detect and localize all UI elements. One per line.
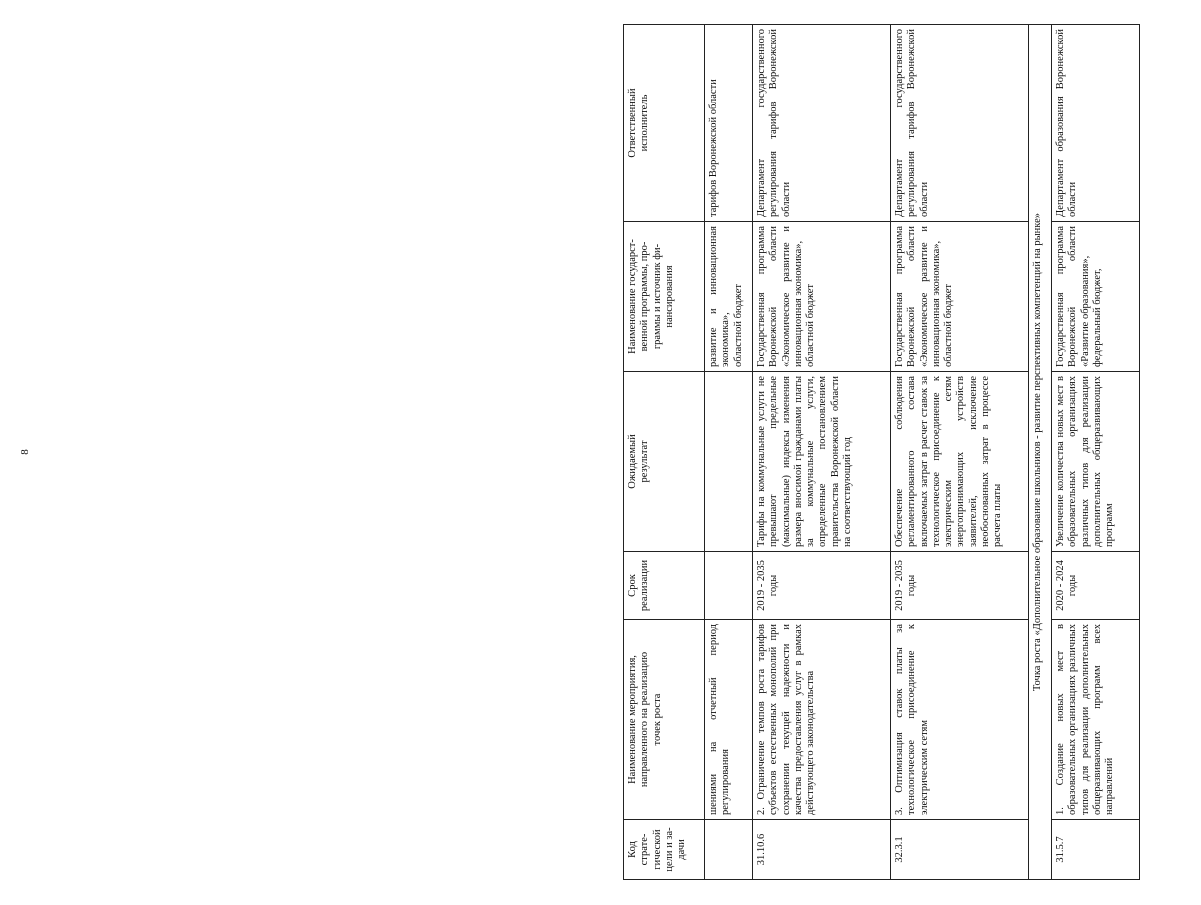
table-row <box>1052 25 1140 880</box>
header-program: Наименование государст- венной программы, про- граммы и источник фи- нансирования <box>624 222 705 372</box>
cell-executor: Департамент образования Воронежской области <box>1052 25 1140 222</box>
cell-term: 2019 - 2035 годы <box>891 552 1029 620</box>
cell-code: 31.5.7 <box>1052 820 1140 880</box>
cell-measure: 3. Оптимизация ставок платы за технологическое присоединение к электрическим сетям <box>891 620 1029 820</box>
rotated-table-container <box>623 25 1201 880</box>
section-row <box>1029 25 1052 880</box>
cell-term <box>705 552 753 620</box>
measures-table <box>623 24 1140 880</box>
cell-term: 2020 - 2024 годы <box>1052 552 1140 620</box>
table-row <box>753 25 891 880</box>
cell-measure: шениями на отчетный период регулирования <box>705 620 753 820</box>
cell-executor: тарифов Воронежской области <box>705 25 753 222</box>
cell-result <box>705 372 753 552</box>
cell-code: 32.3.1 <box>891 820 1029 880</box>
cell-program: Государственная программа Воронежской области «Экономическое развитие и инновационная экономика», областной бюджет <box>891 222 1029 372</box>
header-code: Код страте- гической цели и за- дачи <box>624 820 705 880</box>
cell-program: развитие и инновационная экономика», областной бюджет <box>705 222 753 372</box>
header-measure: Наименование мероприятия, направленного на реализацию точек роста <box>624 620 705 820</box>
header-result: Ожидаемый результат <box>624 372 705 552</box>
cell-program: Государственная программа Воронежской области «Развитие образования», федеральный бюджет, <box>1052 222 1140 372</box>
cell-code: 31.10.6 <box>753 820 891 880</box>
table-row <box>891 25 1029 880</box>
page-number: 8 <box>18 449 31 455</box>
cell-measure: 1. Создание новых мест в образовательных организациях различных типов для реализации дополнительных общеразвивающих программ всех направлений <box>1052 620 1140 820</box>
table-row <box>705 25 753 880</box>
header-term: Срок реализации <box>624 552 705 620</box>
cell-code <box>705 820 753 880</box>
section-title: Точка роста «Дополнительное образование школьников - развитие перспективных компетенций на рынке» <box>1029 25 1052 880</box>
cell-program: Государственная программа Воронежской области «Экономическое развитие и инновационная экономика», областной бюджет <box>753 222 891 372</box>
table-header-row <box>624 25 705 880</box>
cell-result: Обеспечение соблюдения регламентированного состава включаемых затрат в расчет ставок за технологическое присоединение к электрическим сетям энергопринимающих устройств заявителей, исключение необоснованных затрат в процессе расчета платы <box>891 372 1029 552</box>
cell-executor: Департамент государственного регулирования тарифов Воронежской области <box>891 25 1029 222</box>
cell-measure: 2. Ограничение темпов роста тарифов субъектов естественных монополий при сохранении текущей надежности и качества предоставления услуг в рамках действующего законодательства <box>753 620 891 820</box>
header-executor: Ответственный исполнитель <box>624 25 705 222</box>
cell-result: Тарифы на коммунальные услуги не превышают предельные (максимальные) индексы изменения размера вносимой гражданами платы за коммунальные услуги, определенные постановлением правительства Воронежской области на соответствующий год <box>753 372 891 552</box>
cell-term: 2019 - 2035 годы <box>753 552 891 620</box>
cell-result: Увеличение количества новых мест в образовательных организациях различных типов для реализации дополнительных общеразвивающих программ <box>1052 372 1140 552</box>
cell-executor: Департамент государственного регулирования тарифов Воронежской области <box>753 25 891 222</box>
